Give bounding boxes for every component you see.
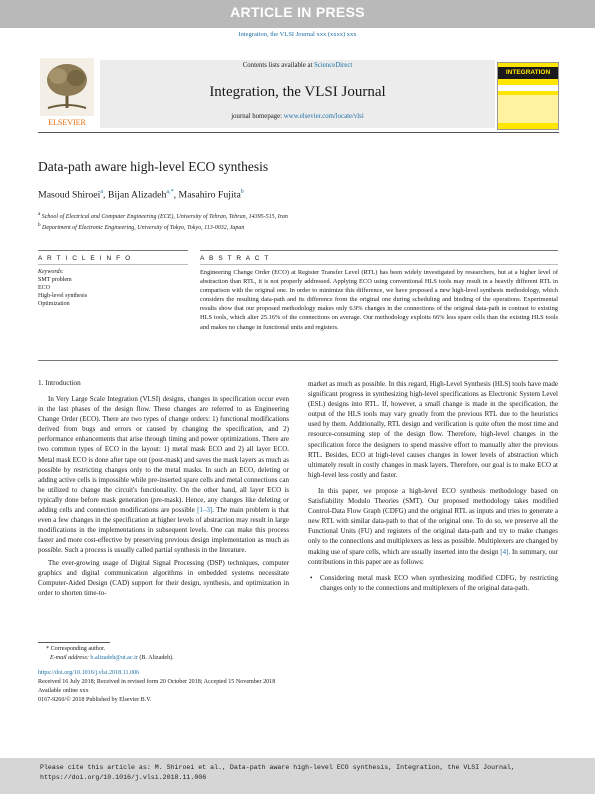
author-name[interactable]: Bijan Alizadeh (107, 189, 167, 201)
affiliation (38, 223, 558, 231)
publisher-logo-text: ELSEVIER (48, 118, 86, 127)
paragraph (308, 486, 558, 567)
elsevier-logo (38, 56, 96, 128)
corresponding-author-note: * Corresponding author. (46, 646, 106, 652)
article-info-heading: A R T I C L E I N F O (38, 255, 132, 262)
abstract-sub-rule (200, 264, 558, 265)
contribution-bullet (308, 573, 558, 593)
author-mark[interactable]: a,* (166, 189, 174, 195)
affiliation-mark: b (38, 223, 41, 228)
info-top-rule (38, 250, 188, 251)
keyword: ECO (38, 285, 50, 291)
paragraph-text: In this paper, we propose a high-level ECO synthesis methodology based on Satisfiability Modulo Theories (SMT). Our proposed methodology takes modified Control-Data Flow Graph (CDFG) and the original RTL as inputs and tries to generate a new RTL with similar data-path to that of the original one. To do so, we preserve all the Functional Units (FU) and registers of the original data-path and try to make changes only to the connections and multiplexers as less as possible. Multiplexers are changed by making use of spare cells, which are usually inserted into the design (308, 486, 558, 556)
paragraph-text: In Very Large Scale Integration (VLSI) designs, changes in specification occur even in the last phases of the design flow. These changes are referred to as Engineering Change Order (ECO). There are two types of change orders: 1) functional modifications derived from bugs and errors or caused by changing the specification, and 2) performance enhancements that arise through timing and power optimizations. There are two common types of ECO in the layout: 1) metal mask ECO and 2) all layer ECO. Metal mask ECO is done after tape out (post-mask) and saves the mask layers as much as possible by restricting changes only to the metal masks. In such an ECO, deleting or adding active cells is impossible while pre-inserted spare cells and metal connections can be utilized to change the circuit's functionality. On the other hand, all layer ECO is typically done before mask generation (pre-mask). Hence, any changes like deleting or adding cells and connection modifications are possible (38, 395, 289, 515)
keyword: High-level synthesis (38, 293, 88, 299)
email-note (50, 655, 174, 661)
journal-homepage (100, 113, 495, 120)
cite-this-article-text: Please cite this article as: M. Shiroei et al., Data-path aware high-level ECO synthesis, Integration, the VLSI Journal, https://doi.org/10.1016/j.vlsi.2018.11.006 (40, 764, 515, 781)
keyword: Optimization (38, 301, 70, 307)
contents-line (100, 62, 495, 69)
homepage-link[interactable]: www.elsevier.com/locate/vlsi (283, 113, 364, 120)
keyword: SMT problem (38, 277, 72, 283)
sciencedirect-link[interactable]: ScienceDirect (314, 62, 353, 69)
abstract-bottom-rule (38, 360, 558, 361)
paragraph-text: . The main problem is that even a few changes in the specification at higher levels of abstraction may result in large modifications in the implementations in subsequent levels. One can make this process faster and more cost-effective by preserving previous design implementation as much as possible. Such a process is usually called partial synthesis in the literature. (38, 506, 290, 555)
journal-citation-line[interactable]: Integration, the VLSI Journal xxx (xxxx) xxx (238, 31, 357, 38)
available-online: Available online xxx (38, 688, 89, 694)
header-divider (38, 132, 559, 133)
cover-panel (498, 95, 558, 123)
affiliation-text: Department of Electronic Engineering, University of Tokyo, Tokyo, 113-0032, Japan (42, 225, 245, 231)
homepage-label: journal homepage: (231, 113, 284, 120)
email-link[interactable]: b.alizadeh@ut.ac.ir (90, 655, 138, 661)
paragraph: market as much as possible. In this regard, High-Level Synthesis (HLS) tools have made significant progress in synthesizing high-level specifications as Electronic System Level (ESL) designs into RTL. If, however, a small change is made in the specification, the output of the HLS tools may vary greatly from the previous RTL due to the heuristics used by them. Additionally, RTL design and verification is quite often the most time and resource-consuming step of the design flow. Therefore, high-level changes in the specification force the designers to spend massive effort to manually alter the previous RTL. Besides, ECO at high-level causes changes in lower levels of abstraction which ultimately result in costly changes in mask layers. Therefore, our goal is to make ECO at high-level less costly and faster. (308, 380, 558, 479)
elsevier-tree-icon (38, 56, 96, 128)
section-heading-introduction: 1. Introduction (38, 379, 81, 387)
left-column (38, 394, 289, 598)
article-title: Data-path aware high-level ECO synthesis (38, 159, 269, 174)
citation-link[interactable]: [1–3] (197, 506, 213, 515)
contents-prefix: Contents lists available at (242, 62, 315, 69)
author-name[interactable]: Masahiro Fujita (178, 189, 241, 201)
info-sub-rule (38, 264, 188, 265)
citation-link[interactable]: [4] (500, 547, 509, 556)
affiliation (38, 212, 558, 220)
doi-text[interactable]: https://doi.org/10.1016/j.vlsi.2018.11.006 (38, 670, 140, 676)
abstract-top-rule (200, 250, 558, 251)
history-dates: Received 16 July 2018; Received in revised form 20 October 2018; Accepted 15 November 2018 (38, 679, 276, 685)
journal-cover-thumbnail (497, 62, 559, 130)
email-label: E-mail address: (50, 655, 91, 661)
bullet-icon: • (310, 573, 313, 582)
abstract-heading: A B S T R A C T (200, 255, 270, 262)
journal-name: Integration, the VLSI Journal (209, 84, 386, 100)
email-suffix: (B. Alizadeh). (137, 655, 174, 661)
paragraph-text: . In summary, our contributions in this paper are as follows: (308, 547, 558, 566)
affiliation-text: School of Electrical and Computer Engineering (ECE), University of Tehran, Tehran, 14395-515, Iran (41, 214, 288, 220)
right-column (308, 379, 558, 593)
author-name[interactable]: Masoud Shiroei (38, 189, 101, 201)
copyright: 0167-9260/© 2018 Published by Elsevier B.V. (38, 697, 152, 703)
footnote-rule (38, 642, 110, 643)
cover-title: INTEGRATION (505, 69, 551, 76)
author-mark[interactable]: a (100, 189, 103, 195)
paragraph (38, 394, 289, 556)
author-mark[interactable]: b (240, 189, 244, 195)
abstract-body: Engineering Change Order (ECO) at Register Transfer Level (RTL) has been widely investigated by researchers, but at a higher level of abstraction than RTL, it is not properly addressed. Applying ECO using conventional HLS tools may result in a heavily different RTL in comparison with the original one. In order to minimize this difference, we have proposed a new high-level synthesis methodology, which considers the resulting data-path and its difference from the original one during scheduling and binding of the operations. Experimental results show that our proposed methodology makes only 6.9% changes in the connections of the original data-path in contrast to existing HLS tools, which alter 25.16% of the connections on average. Our methodology exploits 66% less spare cells than the existing HLS tools and makes no change in functional units and registers. (200, 269, 558, 331)
author-list: Masoud Shiroei$^a$, Bijan Alizadeh$^{a,*}$, Masahiro Fujita$^b$ (38, 189, 244, 201)
press-banner-title: ARTICLE IN PRESS (230, 4, 365, 20)
cover-title-band (498, 67, 558, 79)
cover-stripe (498, 85, 558, 91)
doi-link[interactable] (38, 670, 139, 676)
footnote-text: Corresponding author. (50, 646, 106, 652)
paragraph: The ever-growing usage of Digital Signal Processing (DSP) techniques, computer graphics and digital communication algorithms in embedded systems necessitate Computer-Aided Design (CAD) support for their design, synthesis, and optimization in order to shorten time-to- (38, 558, 289, 597)
keywords-label: Keywords: (38, 269, 64, 275)
bullet-text: Considering metal mask ECO when synthesizing modified CDFG, by restricting changes only to the connections and multiplexers of the original data-path. (320, 573, 558, 592)
affiliation-mark: a (38, 212, 41, 217)
